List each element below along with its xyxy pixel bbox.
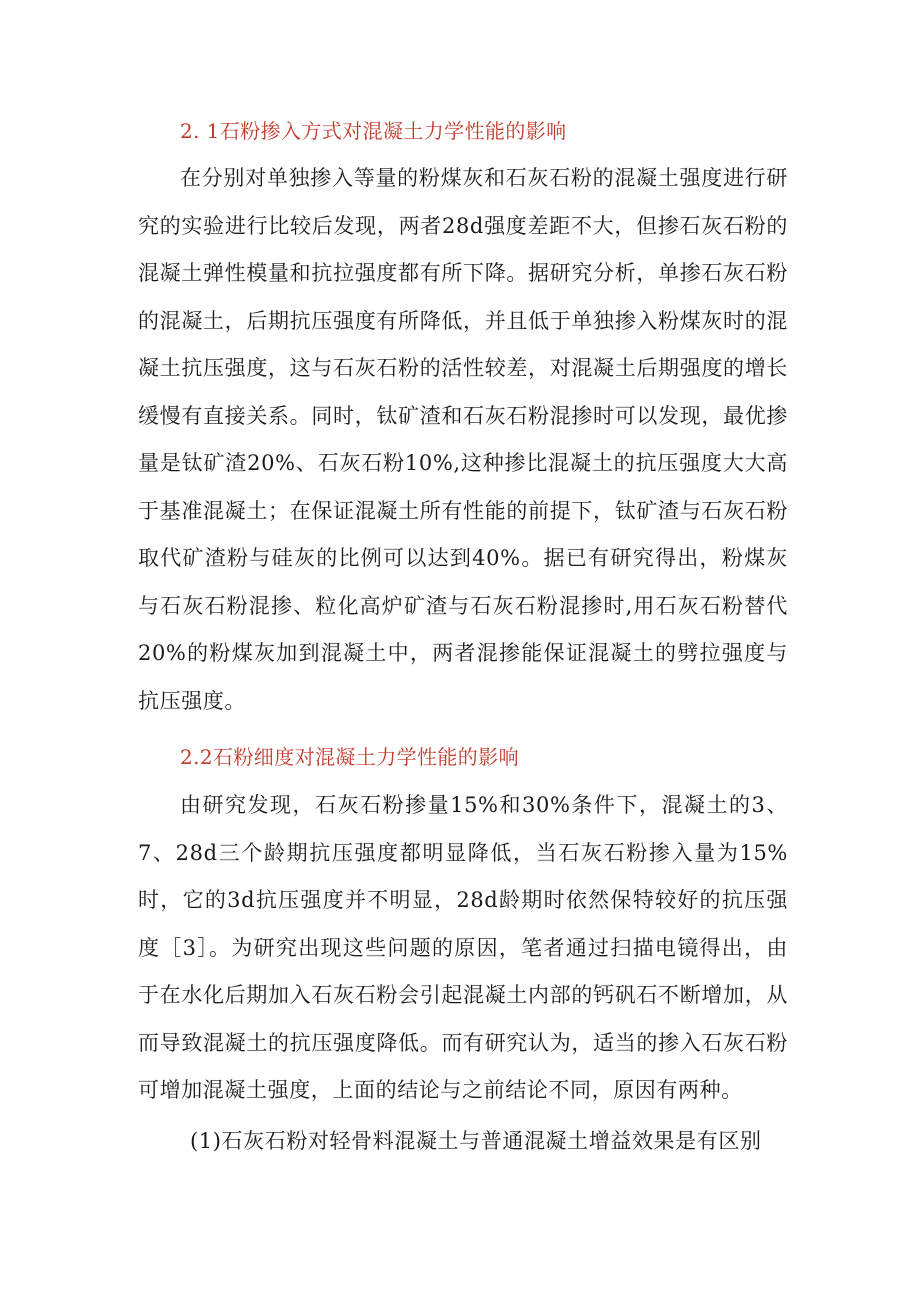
section-paragraph-2-1: 在分别对单独掺入等量的粉煤灰和石灰石粉的混凝土强度进行研究的实验进行比较后发现，两者28d强度差距不大，但掺石灰石粉的混凝土弹性模量和抗拉强度都有所下降。据研究分析，单掺石灰石粉的混凝土，后期抗压强度有所降低，并且低于单独掺入粉煤灰时的混凝土抗压强度，这与石灰石粉的活性较差，对混凝土后期强度的增长缓慢有直接关系。同时，钛矿渣和石灰石粉混掺时可以发现，最优掺量是钛矿渣20%、石灰石粉10%,这种掺比混凝土的抗压强度大大高于基准混凝土；在保证混凝土所有性能的前提下，钛矿渣与石灰石粉取代矿渣粉与硅灰的比例可以达到40%。据已有研究得出，粉煤灰与石灰石粉混掺、粒化高炉矿渣与石灰石粉混掺时,用石灰石粉替代20%的粉煤灰加到混凝土中，两者混掺能保证混凝土的劈拉强度与抗压强度。 <box>138 166 788 713</box>
section-heading-2-2: 2.2石粉细度对混凝土力学性能的影响 <box>180 745 520 769</box>
section-heading-2-1: 2. 1石粉掺入方式对混凝土力学性能的影响 <box>180 119 567 143</box>
list-item-1: (1)石灰石粉对轻骨料混凝土与普通混凝土增益效果是有区别 <box>190 1129 762 1153</box>
section-paragraph-2-2: 由研究发现，石灰石粉掺量15%和30%条件下，混凝土的3、7、28d三个龄期抗压强度都明显降低，当石灰石粉掺入量为15%时，它的3d抗压强度并不明显，28d龄期时依然保特较好的抗压强度［3］。为研究出现这些问题的原因，笔者通过扫描电镜得出，由于在水化后期加入石灰石粉会引起混凝土内部的钙矾石不断增加，从而导致混凝土的抗压强度降低。而有研究认为，适当的掺入石灰石粉可增加混凝土强度，上面的结论与之前结论不同，原因有两种。 <box>138 793 788 1102</box>
